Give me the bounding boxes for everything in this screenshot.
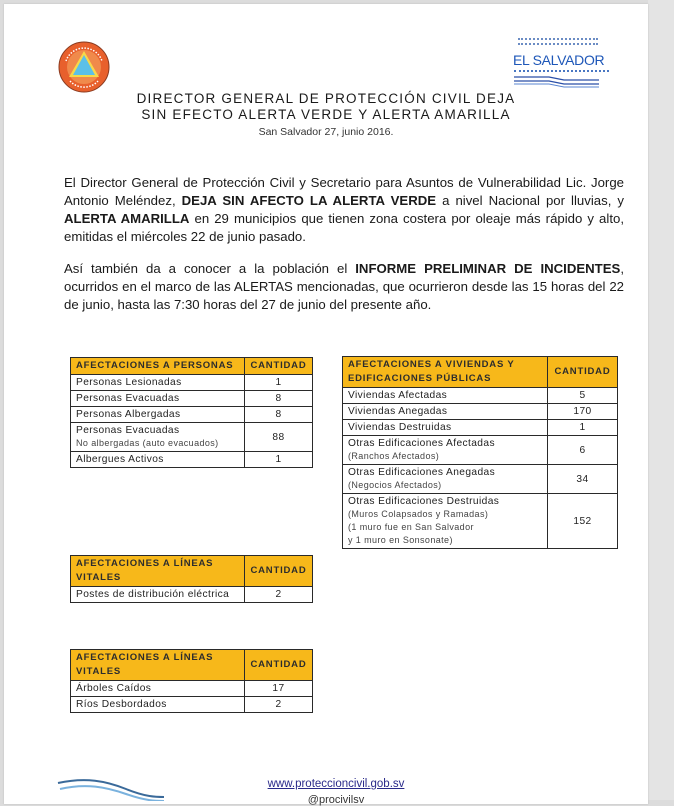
p1-text-c: a nivel Nacional por lluvias, y <box>436 193 624 208</box>
row-quantity: 1 <box>548 420 618 436</box>
p1-bold-amarilla: ALERTA AMARILLA <box>64 211 190 226</box>
row-label: Otras Edificaciones Anegadas <box>348 467 496 478</box>
p1-bold-verde: DEJA SIN AFECTO LA ALERTA VERDE <box>181 193 437 208</box>
table-row <box>343 494 618 549</box>
row-sublabel: (Negocios Afectados) <box>348 480 442 490</box>
table-header-row <box>71 556 313 587</box>
website-link[interactable]: www.proteccioncivil.gob.sv <box>267 778 405 790</box>
table-row <box>71 391 313 407</box>
column-header-category: AFECTACIONES A VIVIENDAS Y EDIFICACIONES PÚBLICAS <box>343 357 548 388</box>
p2-text-c: , ocurridos en el marco de las ALERTAS mencionadas, que ocurrieron desde las 15 horas del 22 de junio, hasta las 7:30 horas del 27 de junio del presente año. <box>64 261 624 312</box>
column-header-category: AFECTACIONES A LÍNEAS VITALES <box>71 556 245 587</box>
column-header-quantity: CANTIDAD <box>245 358 313 375</box>
row-quantity: 1 <box>245 452 313 468</box>
el-salvador-logo <box>504 34 634 89</box>
row-sublabel: (Muros Colapsados y Ramadas) <box>348 509 489 519</box>
row-quantity: 34 <box>548 465 618 494</box>
table-afectaciones-lineas-vitales-1 <box>70 555 313 603</box>
row-label: Ríos Desbordados <box>71 697 245 713</box>
p2-text-a: Así también da a conocer a la población el <box>64 261 356 276</box>
p1-text-a: El Director General de Protección Civil y Secretario para Asuntos de Vulnerabilidad Lic. Jorge Antonio Meléndez, <box>64 175 624 208</box>
row-label: Personas Evacuadas <box>71 391 245 407</box>
dateline: San Salvador 27, junio 2016. <box>258 126 394 138</box>
logo-small-text <box>518 38 598 45</box>
column-header-category: AFECTACIONES A PERSONAS <box>71 358 245 375</box>
p1-text-e: en 29 municipios que tienen zona costera por oleaje más rápido y alto, emitidas el miércoles 22 de junio pasado. <box>64 211 624 244</box>
row-label: Albergues Activos <box>71 452 245 468</box>
table-row <box>71 423 313 452</box>
row-label: Árboles Caídos <box>71 681 245 697</box>
table-row <box>343 436 618 465</box>
scrollbar-track[interactable] <box>648 0 674 800</box>
row-quantity: 8 <box>245 407 313 423</box>
page-title <box>4 91 648 123</box>
title-line-1: DIRECTOR GENERAL DE PROTECCIÓN CIVIL DEJA <box>136 91 516 106</box>
row-quantity: 152 <box>548 494 618 549</box>
table-row <box>343 404 618 420</box>
table-row <box>71 407 313 423</box>
column-header-category: AFECTACIONES A LÍNEAS VITALES <box>71 650 245 681</box>
p2-bold-informe: INFORME PRELIMINAR DE INCIDENTES <box>355 261 621 276</box>
row-sublabel: (Ranchos Afectados) <box>348 451 440 461</box>
title-line-2: SIN EFECTO ALERTA VERDE Y ALERTA AMARILLA <box>141 107 511 122</box>
row-label: Viviendas Anegadas <box>343 404 548 420</box>
logo-brand-text: EL SALVADOR <box>513 52 605 68</box>
table-row <box>71 452 313 468</box>
row-sublabel: No albergadas (auto evacuados) <box>76 438 219 448</box>
table-afectaciones-viviendas <box>342 356 618 549</box>
row-label: Viviendas Afectadas <box>343 388 548 404</box>
row-quantity: 2 <box>245 587 313 603</box>
column-header-quantity: CANTIDAD <box>245 650 313 681</box>
row-quantity: 2 <box>245 697 313 713</box>
social-handle: @procivilsv <box>307 794 365 806</box>
column-header-quantity: CANTIDAD <box>245 556 313 587</box>
table-row <box>71 587 313 603</box>
row-quantity: 1 <box>245 375 313 391</box>
table-afectaciones-personas <box>70 357 313 468</box>
table-afectaciones-lineas-vitales-2 <box>70 649 313 713</box>
column-header-quantity: CANTIDAD <box>548 357 618 388</box>
row-quantity: 8 <box>245 391 313 407</box>
row-sublabel: y 1 muro en Sonsonate) <box>348 535 453 545</box>
table-header-row <box>71 650 313 681</box>
row-quantity: 5 <box>548 388 618 404</box>
row-quantity: 170 <box>548 404 618 420</box>
paragraph-intro <box>64 174 624 246</box>
table-row <box>71 681 313 697</box>
table-header-row <box>71 358 313 375</box>
row-quantity: 88 <box>245 423 313 452</box>
row-label: Personas Lesionadas <box>71 375 245 391</box>
wave-stripes-icon <box>504 74 614 88</box>
table-row <box>343 388 618 404</box>
table-header-row <box>343 357 618 388</box>
document-page <box>4 4 648 804</box>
row-label: Personas Albergadas <box>71 407 245 423</box>
proteccion-civil-logo-icon <box>58 41 110 93</box>
row-label: Otras Edificaciones Afectadas <box>348 438 495 449</box>
row-quantity: 17 <box>245 681 313 697</box>
row-label: Personas Evacuadas <box>76 425 180 436</box>
table-row <box>343 420 618 436</box>
row-sublabel: (1 muro fue en San Salvador <box>348 522 474 532</box>
row-label-cell <box>343 494 548 549</box>
paragraph-report <box>64 260 624 314</box>
row-label: Postes de distribución eléctrica <box>71 587 245 603</box>
row-label-cell <box>343 436 548 465</box>
table-row <box>71 375 313 391</box>
row-label-cell <box>71 423 245 452</box>
row-label-cell <box>343 465 548 494</box>
table-row <box>343 465 618 494</box>
row-label: Otras Edificaciones Destruidas <box>348 496 500 507</box>
row-quantity: 6 <box>548 436 618 465</box>
table-row <box>71 697 313 713</box>
row-label: Viviendas Destruidas <box>343 420 548 436</box>
